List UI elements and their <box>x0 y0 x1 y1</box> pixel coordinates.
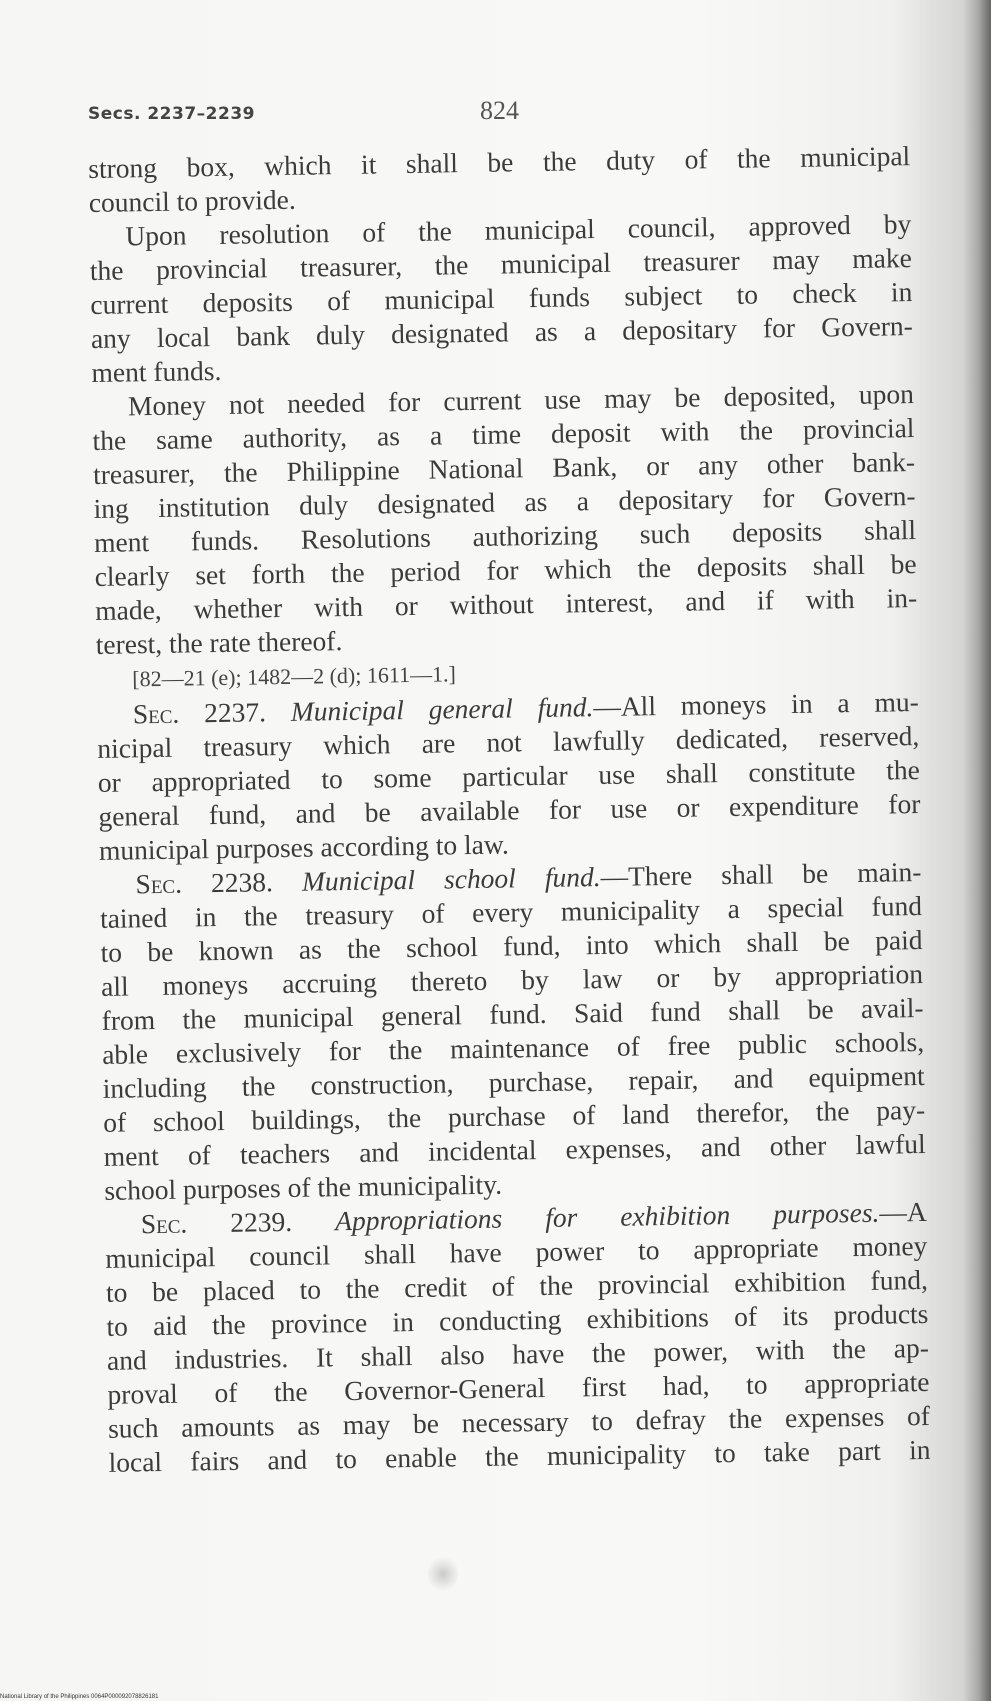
text-line: ment funds. <box>91 354 222 388</box>
text-line: made, whether with or without interest, and if with in- <box>94 582 918 626</box>
body-text <box>88 139 931 1480</box>
text-line: ing institution duly designated as a depositary for Govern- <box>93 480 916 524</box>
paragraph-current-deposits <box>89 207 914 390</box>
text-line: all moneys accruing thereto by law or by appropriation <box>100 957 924 1002</box>
section-label: Sec. 2238. <box>135 866 274 900</box>
text-line: the provincial treasurer, the municipal treasurer may make <box>89 242 913 286</box>
ink-smudge <box>428 1556 458 1592</box>
text-line: such amounts as may be necessary to defray the expenses of <box>107 1399 931 1444</box>
text-line: school purposes of the municipality. <box>104 1168 503 1206</box>
section-2237 <box>97 685 922 868</box>
section-first-line-rest: —All moneys in a mu- <box>593 686 919 723</box>
text-line: Upon resolution of the municipal council, approved by <box>125 208 912 252</box>
section-title: Municipal school fund. <box>301 861 601 897</box>
section-2238 <box>99 855 926 1208</box>
text-line: terest, the rate thereof. <box>95 625 343 660</box>
text-line: council to provide. <box>88 183 296 218</box>
text-line: strong box, which it shall be the duty of the municipal <box>88 140 911 184</box>
text-line: local fairs and to enable the municipality to take part in <box>108 1433 931 1478</box>
text-line: ment of teachers and incidental expenses, and other lawful <box>103 1127 926 1172</box>
text-line: general fund, and be available for use or expenditure for <box>98 788 921 832</box>
section-label: Sec. 2239. <box>140 1205 293 1240</box>
text-line: from the municipal general fund. Said fund shall be avail- <box>101 991 924 1036</box>
section-title: Municipal general fund. <box>290 691 594 727</box>
text-line: clearly set forth the period for which the deposits shall be <box>94 548 917 592</box>
text-line: Money not needed for current use may be deposited, upon <box>127 378 915 422</box>
page-number: 824 <box>480 96 519 125</box>
text-line: municipal council shall have power to appropriate money <box>105 1229 928 1274</box>
text-line: municipal purposes according to law. <box>98 828 510 866</box>
section-2239 <box>105 1195 931 1480</box>
text-line: or appropriated to some particular use shall constitute the <box>97 754 921 798</box>
text-line: nicipal treasury which are not lawfully dedicated, reserved, <box>97 720 920 764</box>
text-line: treasurer, the Philippine National Bank, or any other bank- <box>92 446 916 490</box>
section-title: Appropriations for exhibition purposes. <box>334 1196 880 1237</box>
scan-footer: National Library of the Philippines 0064P000092078826181 <box>0 1694 159 1700</box>
text-line: proval of the Governor-General first had, to appropriate <box>107 1365 930 1410</box>
section-label: Sec. 2237. <box>132 696 267 730</box>
text-line: to be known as the school fund, into which shall be paid <box>100 923 923 968</box>
page-header <box>88 96 888 136</box>
text-line: the same authority, as a time deposit with the provincial <box>92 412 915 456</box>
text-line: and industries. It shall also have the power, with the ap- <box>106 1331 930 1376</box>
text-line: any local bank duly designated as a depositary for Govern- <box>90 310 914 354</box>
paragraph-time-deposits <box>92 377 918 662</box>
text-line: current deposits of municipal funds subject to check in <box>90 276 913 320</box>
section-range: Secs. 2237–2239 <box>88 104 255 124</box>
text-line: of school buildings, the purchase of land therefor, the pay- <box>103 1093 926 1138</box>
section-first-line-rest: —A <box>879 1195 928 1228</box>
text-line: ment funds. Resolutions authorizing such deposits shall <box>93 514 917 558</box>
statute-citation: [82—21 (e); 1482—2 (d); 1611—1.] <box>132 661 457 692</box>
text-line: to aid the province in conducting exhibitions of its products <box>106 1297 929 1342</box>
text-line: tained in the treasury of every municipality a special fund <box>99 889 923 934</box>
text-line: able exclusively for the maintenance of free public schools, <box>101 1025 925 1070</box>
book-spine-shadow <box>963 0 991 1701</box>
paragraph-strong-box <box>88 139 911 220</box>
text-line: to be placed to the credit of the provincial exhibition fund, <box>105 1263 929 1308</box>
section-first-line-rest: —There shall be main- <box>600 855 922 893</box>
text-line: including the construction, purchase, repair, and equipment <box>102 1059 925 1104</box>
